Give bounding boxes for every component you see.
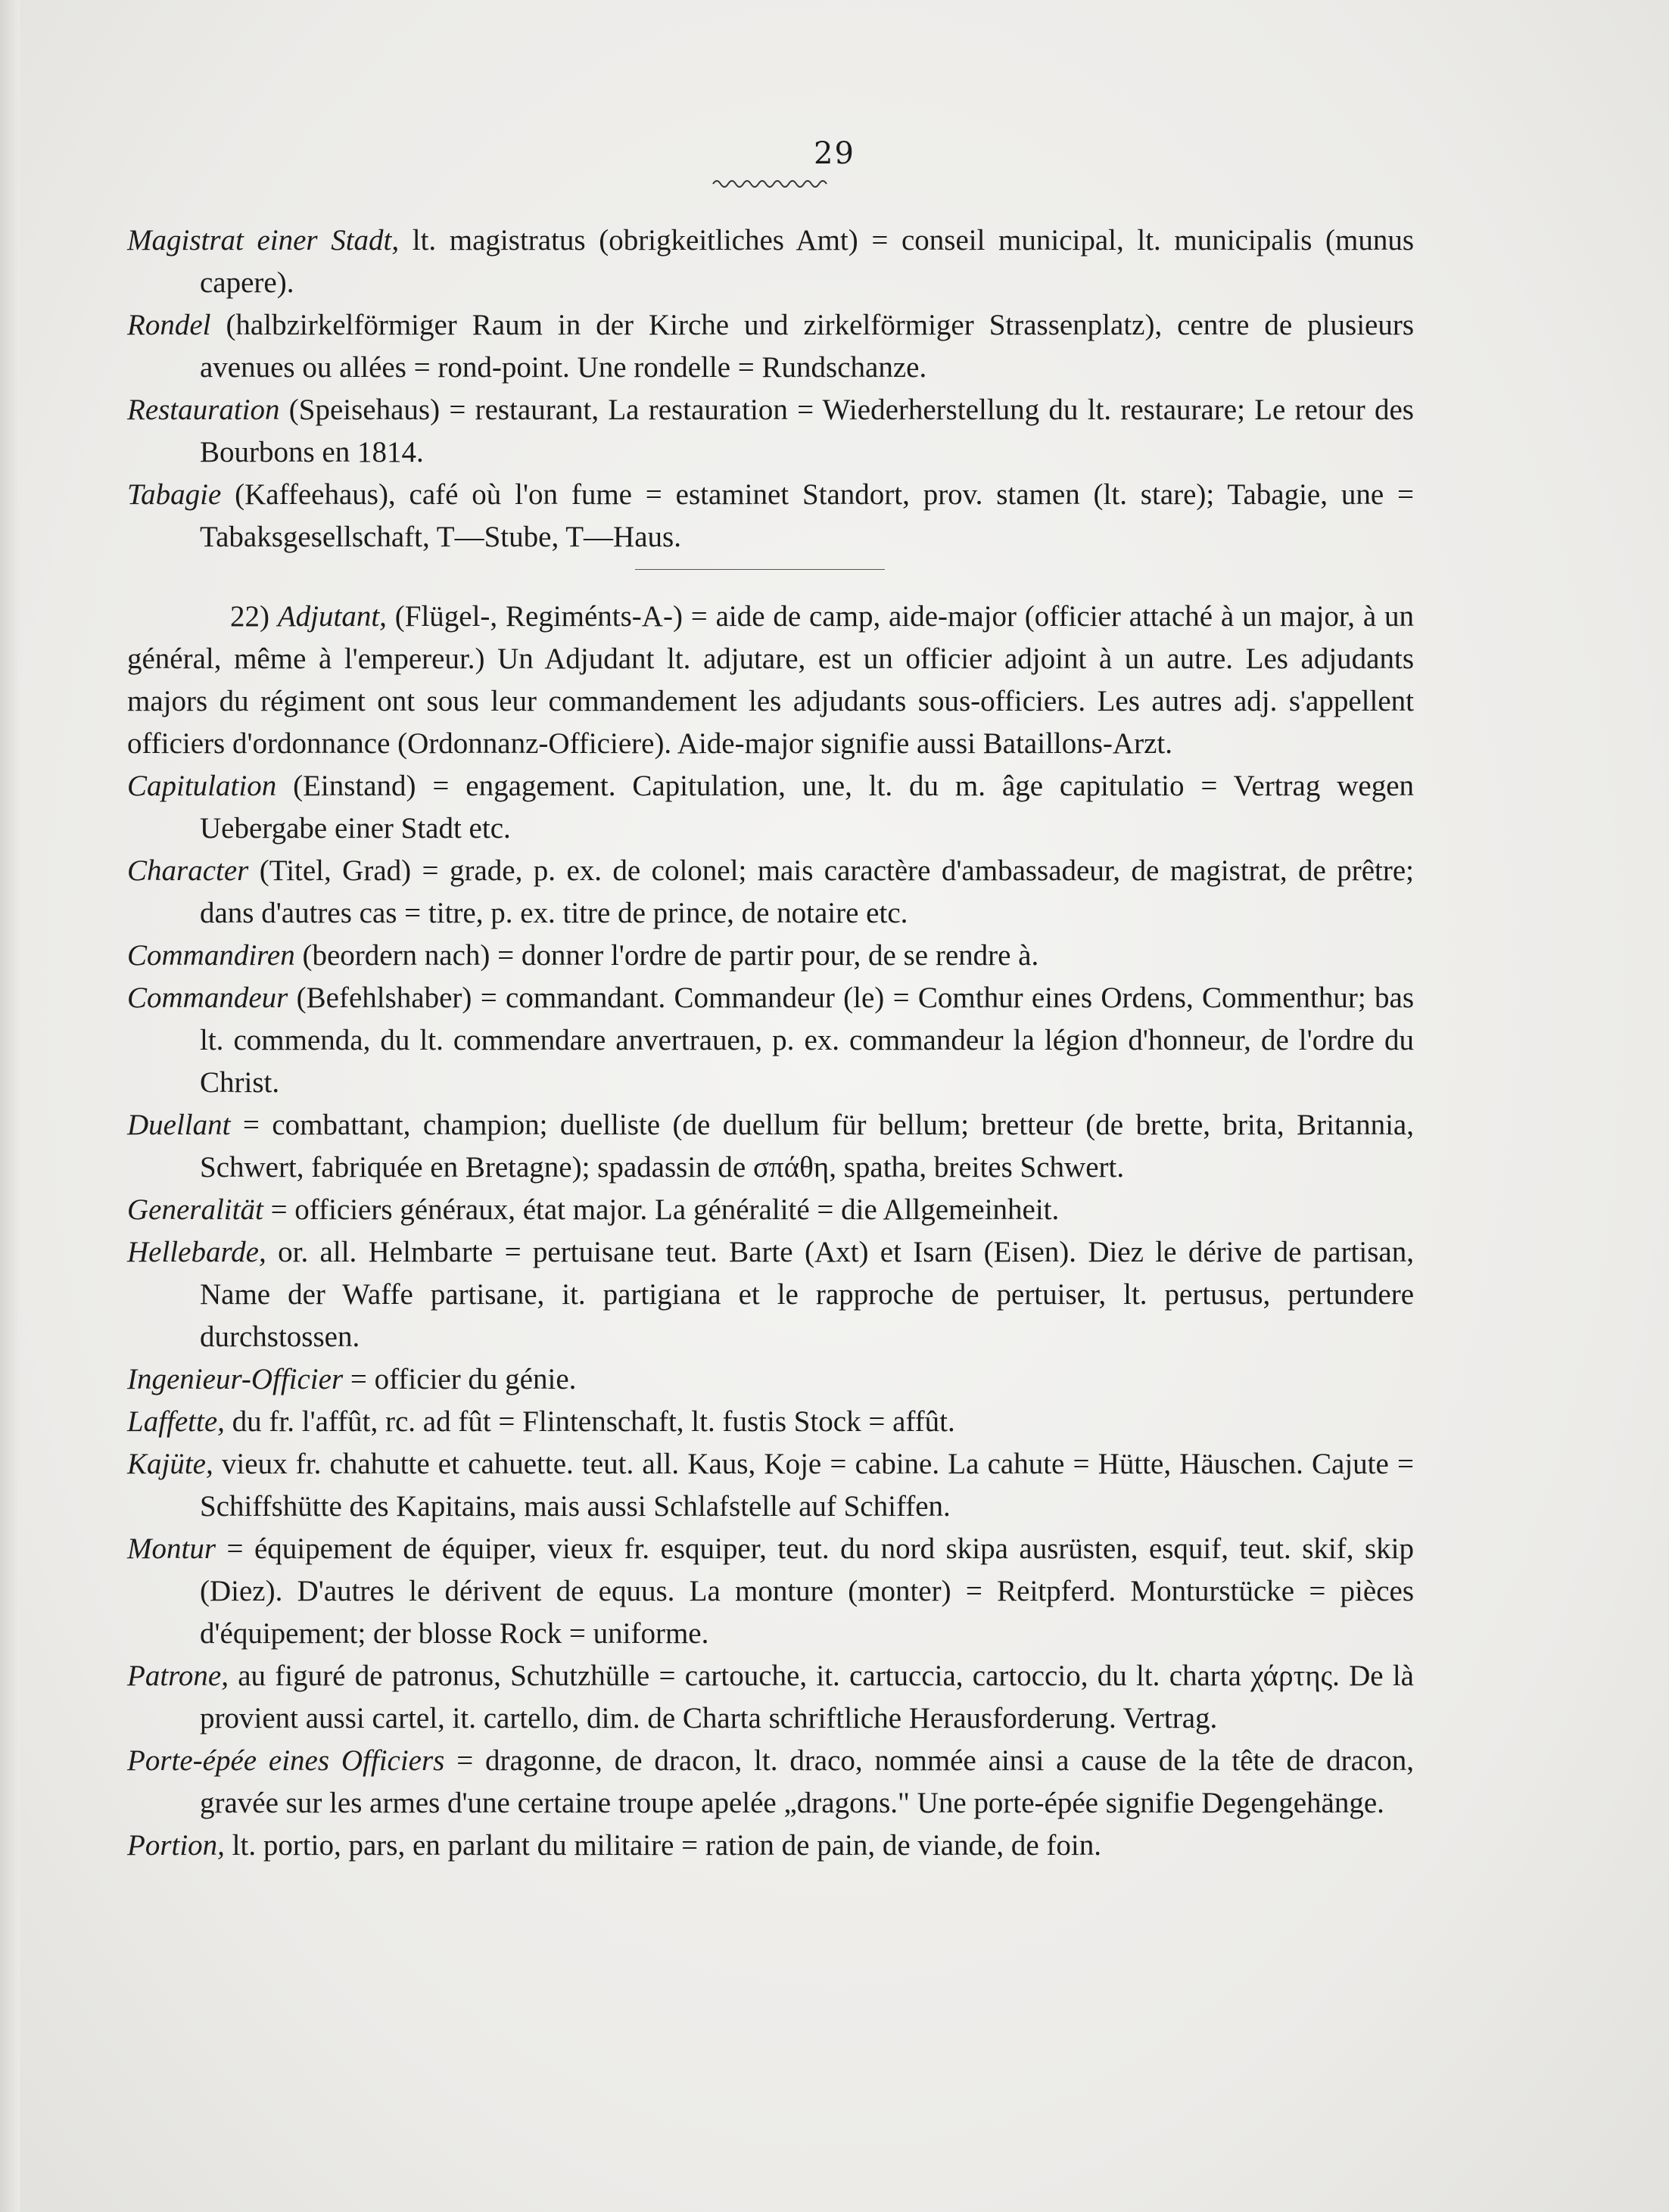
entry-term: Ingenieur-Officier	[127, 1363, 344, 1395]
entry-text: (Befehlshaber) = commandant. Commandeur (le) = Comthur eines Ordens, Commenthur; bas lt. commenda, du lt. commendare anvertrauen, p. ex. commandeur la légion d'honneur, de l'ordre du Christ.	[200, 982, 1414, 1099]
entry-text: (Einstand) = engagement. Capitulation, une, lt. du m. âge capitulatio = Vertrag wegen Uebergabe einer Stadt etc.	[200, 770, 1414, 845]
dictionary-entry	[127, 977, 1414, 1104]
entry-term: Hellebarde,	[127, 1236, 266, 1268]
dictionary-entry	[127, 1231, 1414, 1358]
entry-text: = dragonne, de dracon, lt. draco, nommée ainsi a cause de la tête de dracon, gravée sur les armes d'une certaine troupe apelée „dragons." Une porte-épée signifie Degengehänge.	[200, 1744, 1414, 1819]
entry-term: Montur	[127, 1532, 216, 1565]
entry-term: Porte-épée eines Officiers	[127, 1744, 445, 1777]
dictionary-entry	[127, 850, 1414, 935]
dictionary-entry	[127, 1358, 1414, 1401]
entry-term: Commandiren	[127, 939, 295, 972]
entry-term: Patrone,	[127, 1660, 229, 1692]
dictionary-entry	[127, 389, 1414, 474]
entry-text: vieux fr. chahutte et cahuette. teut. all. Kaus, Koje = cabine. La cahute = Hütte, Häuschen. Cajute = Schiffshütte des Kapitains, mais aussi Schlafstelle auf Schiffen.	[200, 1448, 1414, 1523]
entry-text: lt. portio, pars, en parlant du militaire = ration de pain, de viande, de foin.	[224, 1829, 1102, 1862]
entry-text: lt. magistratus (obrigkeitliches Amt) = conseil municipal, lt. municipalis (munus capere).	[200, 224, 1414, 299]
dictionary-entry	[127, 1825, 1414, 1867]
page-number: 29	[814, 136, 855, 171]
entry-text: = officier du génie.	[343, 1363, 577, 1395]
dictionary-entry	[127, 935, 1414, 977]
entry-term: Character	[127, 854, 249, 887]
entry-text: = combattant, champion; duelliste (de duellum für bellum; bretteur (de brette, brita, Britannia, Schwert, fabriquée en Bretagne); spadassin de σπάθη, spatha, breites Schwert.	[200, 1109, 1414, 1184]
section-22-entry	[127, 596, 1414, 765]
entry-text: (halbzirkelförmiger Raum in der Kirche und zirkelförmiger Strassenplatz), centre de plusieurs avenues ou allées = rond-point. Une rondelle = Rundschanze.	[200, 309, 1414, 384]
dictionary-entries	[127, 219, 1414, 1867]
entry-text: (Titel, Grad) = grade, p. ex. de colonel; mais caractère d'ambassadeur, de magistrat, de prêtre; dans d'autres cas = titre, p. ex. titre de prince, de notaire etc.	[200, 854, 1414, 929]
entry-text: = équipement de équiper, vieux fr. esquiper, teut. du nord skipa ausrüsten, esquif, teut. skif, skip (Diez). D'autres le dérivent de equus. La monture (monter) = Reitpferd. Monturstücke = pièces d'équipement; der blosse Rock = uniforme.	[200, 1532, 1414, 1650]
dictionary-entry	[127, 1401, 1414, 1443]
entry-term: Duellant	[127, 1109, 231, 1141]
entry-term: Generalität	[127, 1193, 263, 1226]
entry-text: (Speisehaus) = restaurant, La restauration = Wiederherstellung du lt. restaurare; Le retour des Bourbons en 1814.	[200, 394, 1414, 468]
dictionary-entry	[127, 219, 1414, 304]
entries-before-section	[127, 219, 1414, 558]
dictionary-entry	[127, 304, 1414, 389]
entry-text: = officiers généraux, état major. La généralité = die Allgemeinheit.	[263, 1193, 1060, 1226]
entry-term: Laffette,	[127, 1405, 225, 1438]
entry-term: Commandeur	[127, 982, 288, 1014]
dictionary-entry	[127, 1740, 1414, 1825]
entries-after-section	[127, 765, 1414, 1867]
entry-term: Capitulation	[127, 770, 277, 802]
dictionary-entry	[127, 1189, 1414, 1231]
entry-text: (beordern nach) = donner l'ordre de partir pour, de se rendre à.	[294, 939, 1039, 972]
entry-text: du fr. l'affût, rc. ad fût = Flintenschaft, lt. fustis Stock = affût.	[224, 1405, 955, 1438]
entry-text: au figuré de patronus, Schutzhülle = cartouche, it. cartuccia, cartoccio, du lt. charta χάρτης. De là provient aussi cartel, it. cartello, dim. de Charta schriftliche Herausforderung. Vertrag.	[200, 1660, 1414, 1734]
entry-term: Portion,	[127, 1829, 225, 1862]
dictionary-entry	[127, 474, 1414, 558]
entry-term: Magistrat einer Stadt,	[127, 224, 400, 257]
dictionary-entry	[127, 765, 1414, 850]
entry-term: Rondel	[127, 309, 211, 341]
entry-text: (Kaffeehaus), café où l'on fume = estaminet Standort, prov. stamen (lt. stare); Tabagie, une = Tabaksgesellschaft, T—Stube, T—Haus.	[200, 478, 1414, 553]
entry-text: or. all. Helmbarte = pertuisane teut. Barte (Axt) et Isarn (Eisen). Diez le dérive de partisan, Name der Waffe partisane, it. partigiana et le rapproche de pertuiser, lt. pertusus, pertundere durchstossen.	[200, 1236, 1414, 1353]
section-number: 22)	[230, 600, 269, 633]
entry-term: Restauration	[127, 394, 280, 426]
dictionary-entry	[127, 1104, 1414, 1189]
dictionary-entry	[127, 1528, 1414, 1655]
section-separator	[635, 569, 885, 570]
section-text: (Flügel-, Regiménts-A-) = aide de camp, aide-major (officier attaché à un major, à un général, même à l'empereur.) Un Adjudant lt. adjutare, est un officier adjoint à un autre. Les adjudants majors du régiment ont sous leur commandement les adjudants sous-officiers. Les autres adj. s'appellent officiers d'ordonnance (Ordonnanz-Officiere). Aide-major signifie aussi Bataillons-Arzt.	[127, 600, 1414, 760]
entry-term: Kajüte,	[127, 1448, 213, 1480]
page-number-ornament	[712, 176, 833, 188]
dictionary-entry	[127, 1443, 1414, 1528]
entry-term: Tabagie	[127, 478, 222, 511]
page-edge-shadow	[0, 0, 20, 2212]
dictionary-entry	[127, 1655, 1414, 1740]
section-term: Adjutant,	[277, 600, 387, 633]
